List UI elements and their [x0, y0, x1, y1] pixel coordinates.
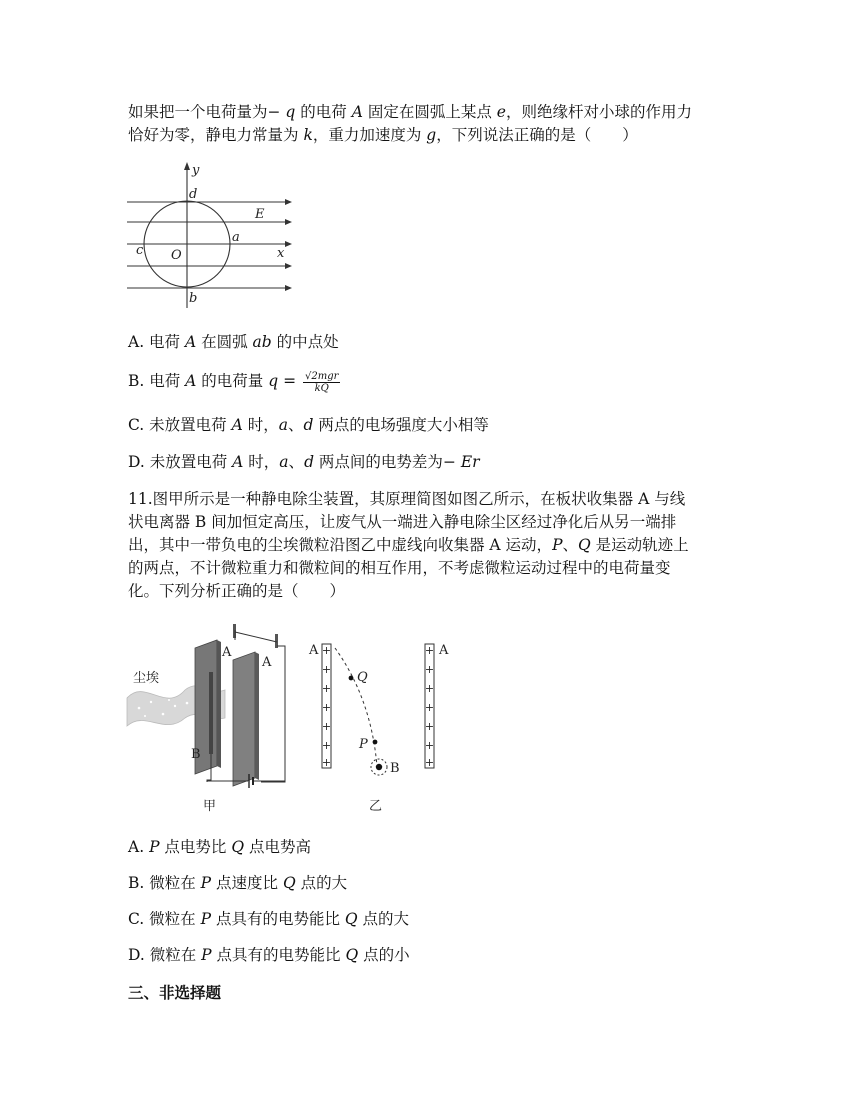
dust-label: 尘埃 — [133, 671, 160, 686]
point-q — [349, 676, 354, 681]
option-a: A. 电荷 A 在圆弧 ab 的中点处 — [128, 333, 339, 351]
origin-O-label: O — [171, 248, 182, 263]
collector-a-right-label: A — [439, 643, 449, 658]
plate-a-label: A — [262, 655, 272, 670]
svg-text:+: + — [424, 739, 435, 752]
svg-text:+: + — [321, 644, 332, 657]
option-d: D. 微粒在 P 点具有的电势能比 Q 点的小 — [128, 946, 410, 964]
question-11-line: 的两点，不计微粒重力和微粒间的相互作用，不考虑微粒运动过程中的电荷量变 — [128, 559, 671, 577]
point-p — [373, 740, 378, 745]
option-d: D. 未放置电荷 A 时，a、d 两点间的电势差为− Er — [128, 453, 480, 471]
field-E-label: E — [255, 207, 265, 222]
figure-jia-caption: 甲 — [203, 799, 217, 814]
apparatus-jia — [127, 624, 285, 814]
option-c: C. 微粒在 P 点具有的电势能比 Q 点的大 — [128, 910, 410, 928]
svg-text:+: + — [321, 701, 332, 714]
x-axis-label: x — [277, 246, 285, 261]
option-b: B. 微粒在 P 点速度比 Q 点的大 — [128, 874, 348, 892]
figure-yi-caption: 乙 — [369, 799, 383, 814]
option-a: A. P 点电势比 Q 点电势高 — [128, 838, 312, 856]
svg-text:+: + — [321, 663, 332, 676]
svg-text:+: + — [424, 720, 435, 733]
question-11-line: 化。下列分析正确的是（ ） — [128, 582, 346, 600]
svg-text:+: + — [321, 756, 332, 769]
question-11-line: 出，其中一带负电的尘埃微粒沿图乙中虚线向收集器 A 运动，P、Q 是运动轨迹上 — [128, 536, 689, 554]
point-a-label: a — [232, 230, 240, 245]
point-d-label: d — [189, 187, 198, 202]
charge-fraction: $\frac{\text{√2mgr}}{kQ}$ — [305, 370, 339, 394]
collector-a-left-label: A — [309, 643, 319, 658]
svg-text:+: + — [321, 720, 332, 733]
ionizer-b-label: B — [390, 761, 400, 776]
plus-signs — [322, 644, 434, 769]
svg-text:+: + — [424, 756, 435, 769]
option-c: C. 未放置电荷 A 时，a、d 两点的电场强度大小相等 — [128, 416, 489, 434]
ionizer-b — [376, 764, 382, 770]
question-text-line: 如果把一个电荷量为− q 的电荷 A 固定在圆弧上某点 e，则绝缘杆对小球的作用力 — [128, 103, 692, 121]
option-b: B. 电荷 A 的电荷量 q = $\frac{\text{√2mgr}}{kQ}$ — [128, 370, 339, 394]
precipitator-figure — [125, 618, 465, 818]
diagram-yi — [308, 643, 449, 814]
point-p-label: P — [359, 737, 368, 752]
wire-b-label: B — [191, 747, 201, 762]
y-axis-label: y — [192, 163, 200, 178]
circle-field-figure — [125, 160, 295, 310]
svg-text:+: + — [424, 701, 435, 714]
question-11-line: 状电离器 B 间加恒定高压，让废气从一端进入静电除尘区经过净化后从另一端排 — [128, 513, 677, 531]
point-b-label: b — [189, 291, 198, 306]
svg-text:+: + — [321, 739, 332, 752]
question-11-line: 11.图甲所示是一种静电除尘装置，其原理简图如图乙所示，在板状收集器 A 与线 — [128, 490, 686, 508]
plate-a-label: A — [222, 645, 232, 660]
svg-text:+: + — [321, 682, 332, 695]
question-text-line: 恰好为零，静电力常量为 k，重力加速度为 g，下列说法正确的是（ ） — [128, 126, 638, 144]
point-q-label: Q — [357, 670, 368, 685]
point-c-label: c — [136, 243, 144, 258]
section-heading: 三、非选择题 — [128, 984, 222, 1002]
svg-text:+: + — [424, 663, 435, 676]
svg-text:+: + — [424, 682, 435, 695]
svg-text:+: + — [424, 644, 435, 657]
